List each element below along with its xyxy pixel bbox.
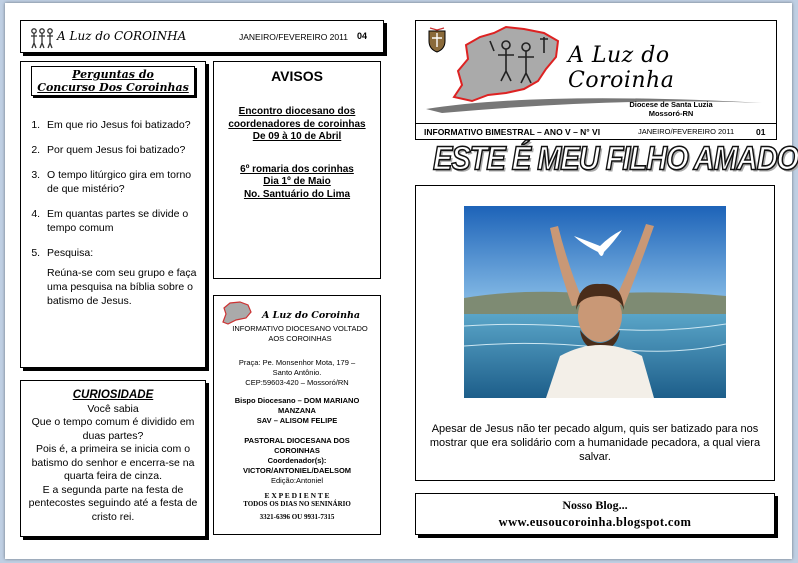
blog-title: Nosso Blog...	[562, 498, 628, 512]
question-item: 2. Por quem Jesus foi batizado?	[43, 143, 205, 157]
questions-box	[20, 61, 206, 368]
header-logo-text: A Luz do COROINHA	[57, 29, 187, 43]
info-bar-date: JANEIRO/FEVEREIRO 2011	[638, 127, 735, 136]
curiosity-line: E a segunda parte na festa de pentecostes seguindo até a festa de cristo rei.	[28, 483, 198, 523]
questions-title: Perguntas do Concurso Dos Coroinhas	[31, 66, 195, 96]
event-coordinators: Encontro diocesano dos coordenadores de coroinhas De 09 à 10 de Abril	[228, 106, 366, 142]
map-logo-icon	[220, 300, 254, 326]
curiosity-line: Você sabia	[87, 402, 139, 415]
curiosity-line: Que o tempo comum é dividido em duas partes?	[31, 416, 195, 442]
left-header	[20, 20, 384, 53]
question-item: 3. O tempo litúrgico gira em torno de que mistério?	[43, 168, 205, 196]
diocese-name: Diocese de Santa Luzia Mossoró-RN	[629, 100, 713, 118]
bishop-info: Bispo Diocesano – DOM MARIANO MANZANA SAV – ALISOM FELIPE	[234, 396, 360, 425]
coat-of-arms-icon	[426, 27, 448, 53]
questions-list	[21, 118, 205, 260]
curiosity-line: Pois é, a primeira se inicia com o batismo do senhor e encerra-se na quarta feira de cinza.	[31, 443, 195, 482]
info-bar-number: 01	[756, 127, 766, 137]
masthead-box	[415, 20, 777, 140]
address: Praça: Pe. Monsenhor Mota, 179 – Santo Antônio. CEP:59603-420 – Mossoró/RN	[238, 358, 356, 387]
question-item: 4. Em quantas partes se divide o tempo comum	[43, 207, 205, 235]
research-text: Reúna-se com seu grupo e faça uma pesquisa na bíblia sobre o batismo de Jesus.	[47, 267, 197, 307]
question-item: 1. Em que rio Jesus foi batizado?	[43, 118, 205, 132]
curiosity-title: CURIOSIDADE	[72, 389, 154, 401]
blog-box	[415, 493, 775, 535]
coroinha-figures-icon	[29, 27, 55, 49]
blog-url[interactable]: www.eusoucoroinha.blogspot.com	[498, 515, 692, 529]
masthead-title: A Luz do Coroinha	[568, 43, 675, 93]
curiosity-box	[20, 380, 206, 537]
pastoral-info: PASTORAL DIOCESANA DOS COROINHAS Coordenador(s): VICTOR/ANTONIEL/DAELSOM Edição:Antoniel	[242, 436, 352, 485]
expediente: E X P E D I E N T E TODOS OS DIAS NO SENINÁRIO 3321-6396 OU 9931-7315	[243, 491, 351, 521]
avisos-box	[213, 61, 381, 279]
event-romaria: 6º romaria dos corinhas Dia 1º de Maio No. Santuário do Lima	[240, 163, 354, 200]
info-subtitle: INFORMATIVO DIOCESANO VOLTADO AOS COROINHAS	[232, 324, 368, 343]
article-text: Apesar de Jesus não ter pecado algum, quis ser batizado para nos mostrar que era solidário com a humanidade pecadora, a qual viera salvar.	[429, 423, 761, 463]
page-number: 04	[357, 31, 368, 41]
info-bar-left: INFORMATIVO BIMESTRAL – ANO V – N° VI	[424, 127, 601, 137]
header-date: JANEIRO/FEVEREIRO 2011	[239, 32, 348, 42]
question-item: 5. Pesquisa:	[43, 246, 205, 260]
headline: ESTE É MEU FILHO AMADO	[433, 140, 798, 178]
document-page	[5, 3, 798, 559]
info-box	[213, 295, 381, 535]
avisos-title: AVISOS	[271, 68, 323, 84]
article-box	[415, 185, 775, 481]
info-logo-text: A Luz do Coroinha	[262, 310, 361, 321]
baptism-image	[464, 206, 726, 398]
info-bar	[416, 123, 776, 141]
